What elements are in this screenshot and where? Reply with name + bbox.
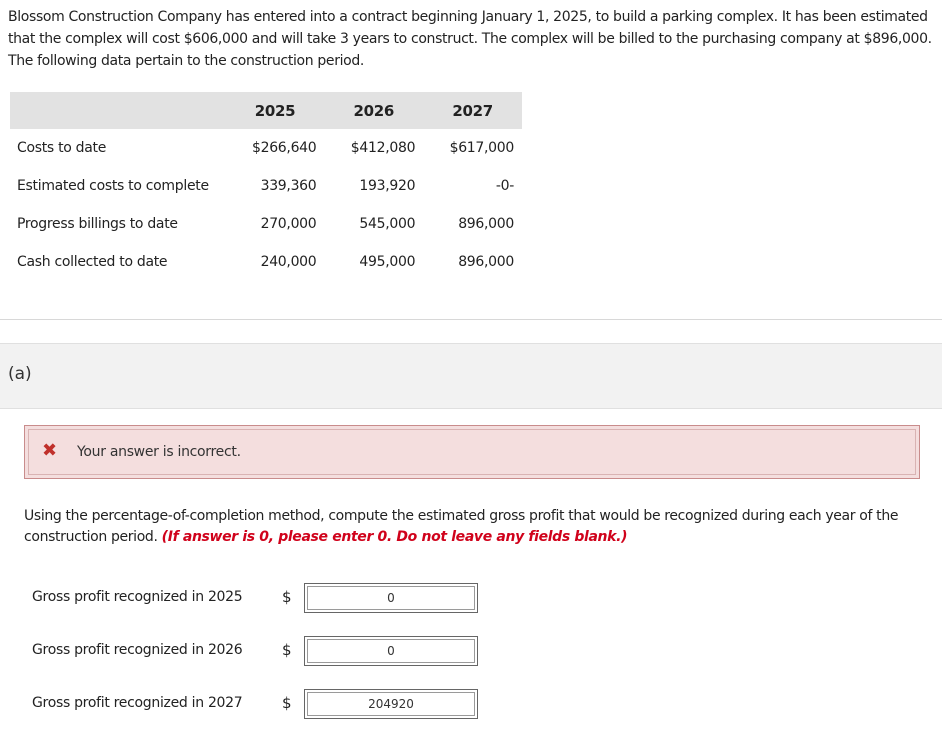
question-instructions bbox=[24, 506, 914, 548]
table-cell: $412,080 bbox=[350, 140, 416, 156]
table-cell: 270,000 bbox=[260, 216, 317, 232]
table-cell: 896,000 bbox=[458, 254, 514, 270]
part-header bbox=[0, 343, 942, 409]
answer-label: Gross profit recognized in 2025 bbox=[32, 589, 243, 605]
problem-statement: Blossom Construction Company has entered into a contract beginning January 1, 2025, to build a parking complex. It has been estimated that the complex will cost $606,000 and will take 3 years to construct. The complex will be billed to the purchasing company at $896,000. The following data pertain to the construction period. bbox=[8, 9, 932, 69]
table-row bbox=[10, 205, 522, 243]
answer-label: Gross profit recognized in 2027 bbox=[32, 695, 243, 711]
table-row bbox=[10, 243, 522, 281]
currency-symbol: $ bbox=[282, 641, 292, 659]
column-header-2025: 2025 bbox=[226, 92, 325, 129]
row-label: Progress billings to date bbox=[17, 216, 178, 232]
table-row bbox=[10, 167, 522, 205]
gross-profit-2027-input[interactable] bbox=[304, 689, 478, 719]
table-corner-cell bbox=[10, 92, 226, 129]
gross-profit-2026-input[interactable] bbox=[304, 636, 478, 666]
table-cell: $617,000 bbox=[449, 140, 514, 156]
table-cell: 193,920 bbox=[359, 178, 416, 194]
answer-label: Gross profit recognized in 2026 bbox=[32, 642, 243, 658]
row-label: Estimated costs to complete bbox=[17, 178, 209, 194]
table-cell: 896,000 bbox=[458, 216, 514, 232]
instructions-text: Using the percentage-of-completion method, compute the estimated gross profit that would be recognized during each year of the construction period. bbox=[24, 508, 899, 545]
column-header-2027: 2027 bbox=[423, 92, 522, 129]
section-divider bbox=[0, 319, 942, 320]
table-cell: 545,000 bbox=[359, 216, 416, 232]
part-label: (a) bbox=[8, 364, 32, 384]
construction-data-table bbox=[10, 92, 522, 281]
gross-profit-2025-input[interactable] bbox=[304, 583, 478, 613]
table-cell: 339,360 bbox=[260, 178, 317, 194]
row-label: Costs to date bbox=[17, 140, 107, 156]
table-cell: 495,000 bbox=[359, 254, 416, 270]
currency-symbol: $ bbox=[282, 694, 292, 712]
table-cell: 240,000 bbox=[260, 254, 317, 270]
table-cell: $266,640 bbox=[251, 140, 317, 156]
feedback-message: Your answer is incorrect. bbox=[77, 444, 241, 460]
feedback-banner bbox=[24, 425, 920, 479]
currency-symbol: $ bbox=[282, 588, 292, 606]
table-header-row bbox=[10, 92, 522, 129]
table-row bbox=[10, 129, 522, 167]
table-cell: -0- bbox=[495, 178, 514, 194]
column-header-2026: 2026 bbox=[324, 92, 423, 129]
x-icon: ✖ bbox=[42, 440, 58, 461]
instructions-warning: (If answer is 0, please enter 0. Do not leave any fields blank.) bbox=[161, 529, 628, 545]
row-label: Cash collected to date bbox=[17, 254, 168, 270]
